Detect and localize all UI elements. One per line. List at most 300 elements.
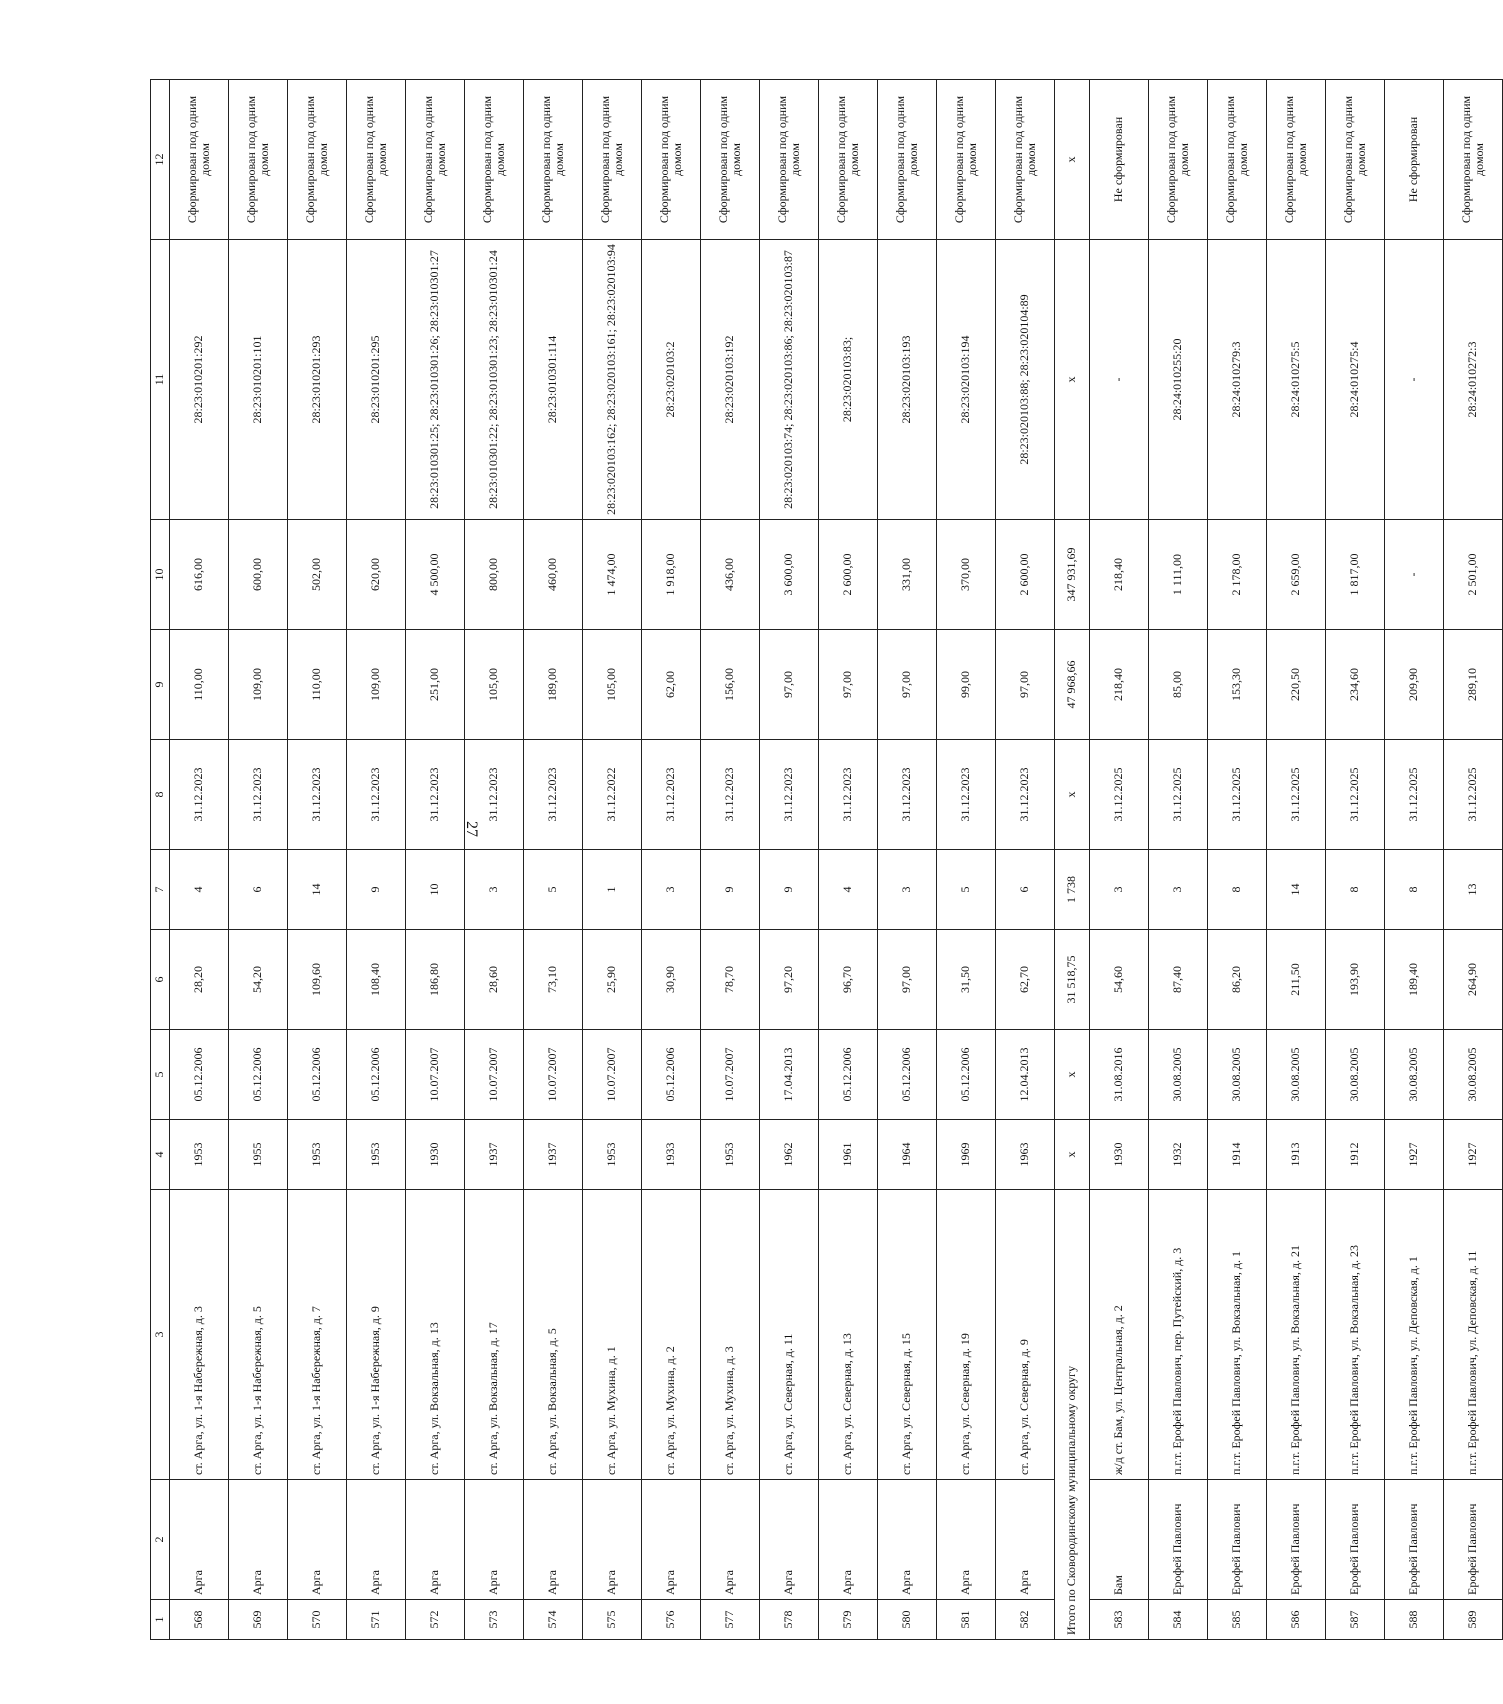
value-col9-cell: 189,00 (524, 630, 583, 740)
recognition-date-cell: 30.08.2005 (1385, 1030, 1444, 1120)
row-number-cell: 584 (1149, 1600, 1208, 1640)
land-status-cell: Сформирован под одним домом (1149, 80, 1208, 240)
recognition-date-cell: 05.12.2006 (937, 1030, 996, 1120)
recognition-date-cell: 10.07.2007 (701, 1030, 760, 1120)
year-built-cell: 1953 (288, 1120, 347, 1190)
value-col10-cell: 800,00 (465, 520, 524, 630)
table-row (524, 80, 583, 1640)
table-row (819, 80, 878, 1640)
residents-count-cell: 14 (288, 850, 347, 930)
address-cell: ст. Арга, ул. Северная, д. 11 (760, 1190, 819, 1480)
row-number-cell: 569 (229, 1600, 288, 1640)
area-cell: 87,40 (1149, 930, 1208, 1030)
address-cell: ж/д ст. Бам, ул. Центральная, д. 2 (1090, 1190, 1149, 1480)
address-cell: п.г.т. Ерофей Павлович, ул. Вокзальная, д. 1 (1208, 1190, 1267, 1480)
column-header-7: 7 (151, 850, 170, 930)
row-number-cell: 582 (996, 1600, 1055, 1640)
cadastral-number-cell: 28:23:010201:293 (288, 240, 347, 520)
value-col10-cell: 436,00 (701, 520, 760, 630)
recognition-date-cell: 05.12.2006 (170, 1030, 229, 1120)
area-cell: 109,60 (288, 930, 347, 1030)
planned-date-cell: 31.12.2023 (524, 740, 583, 850)
row-number-cell: 571 (347, 1600, 406, 1640)
row-number-cell: 575 (583, 1600, 642, 1640)
land-status-cell: Сформирован под одним домом (878, 80, 937, 240)
value-col10-cell: 1 111,00 (1149, 520, 1208, 630)
value-col10-cell: 331,00 (878, 520, 937, 630)
area-cell: 193,90 (1326, 930, 1385, 1030)
year-built-cell: 1953 (170, 1120, 229, 1190)
address-cell: ст. Арга, ул. Северная, д. 19 (937, 1190, 996, 1480)
row-number-cell: 578 (760, 1600, 819, 1640)
value-col9-cell: 97,00 (760, 630, 819, 740)
recognition-date-cell: 30.08.2005 (1326, 1030, 1385, 1120)
value-col10-cell: 600,00 (229, 520, 288, 630)
row-number-cell: 589 (1444, 1600, 1503, 1640)
locality-cell: Ерофей Павлович (1385, 1480, 1444, 1600)
land-status-cell: Сформирован под одним домом (1208, 80, 1267, 240)
locality-cell: Ерофей Павлович (1267, 1480, 1326, 1600)
row-number-cell: 573 (465, 1600, 524, 1640)
value-col9-cell: 109,00 (229, 630, 288, 740)
column-header-5: 5 (151, 1030, 170, 1120)
area-cell: 78,70 (701, 930, 760, 1030)
value-col10-cell: 4 500,00 (406, 520, 465, 630)
land-status-cell: Сформирован под одним домом (229, 80, 288, 240)
recognition-date-cell: 10.07.2007 (524, 1030, 583, 1120)
table-row (996, 80, 1055, 1640)
value-col10-cell: - (1385, 520, 1444, 630)
value-col10-cell: 2 178,00 (1208, 520, 1267, 630)
year-built-cell: 1930 (406, 1120, 465, 1190)
table-row (1267, 80, 1326, 1640)
row-number-cell: 574 (524, 1600, 583, 1640)
planned-date-cell: 31.12.2023 (288, 740, 347, 850)
land-status-cell: Сформирован под одним домом (465, 80, 524, 240)
year-built-cell: 1963 (996, 1120, 1055, 1190)
locality-cell: Арга (701, 1480, 760, 1600)
planned-date-cell: 31.12.2023 (465, 740, 524, 850)
column-header-11: 11 (151, 240, 170, 520)
address-cell: ст. Арга, ул. 1-я Набережная, д. 5 (229, 1190, 288, 1480)
cadastral-number-cell: 28:23:020103:192 (701, 240, 760, 520)
planned-date-cell: 31.12.2023 (760, 740, 819, 850)
year-built-cell: 1933 (642, 1120, 701, 1190)
address-cell: ст. Арга, ул. 1-я Набережная, д. 7 (288, 1190, 347, 1480)
total-c9-cell: 47 968,66 (1055, 630, 1090, 740)
total-area-cell: 31 518,75 (1055, 930, 1090, 1030)
table-row (170, 80, 229, 1640)
address-cell: ст. Арга, ул. 1-я Набережная, д. 3 (170, 1190, 229, 1480)
residents-count-cell: 3 (1090, 850, 1149, 930)
area-cell: 186,80 (406, 930, 465, 1030)
value-col9-cell: 99,00 (937, 630, 996, 740)
value-col10-cell: 2 501,00 (1444, 520, 1503, 630)
year-built-cell: 1914 (1208, 1120, 1267, 1190)
planned-date-cell: 31.12.2025 (1326, 740, 1385, 850)
value-col9-cell: 105,00 (583, 630, 642, 740)
planned-date-cell: 31.12.2023 (937, 740, 996, 850)
area-cell: 189,40 (1385, 930, 1444, 1030)
recognition-date-cell: 30.08.2005 (1208, 1030, 1267, 1120)
residents-count-cell: 10 (406, 850, 465, 930)
land-status-cell: Сформирован под одним домом (760, 80, 819, 240)
table-row (1208, 80, 1267, 1640)
locality-cell: Арга (878, 1480, 937, 1600)
area-cell: 96,70 (819, 930, 878, 1030)
residents-count-cell: 9 (701, 850, 760, 930)
cadastral-number-cell: 28:23:010201:101 (229, 240, 288, 520)
cadastral-number-cell: 28:23:020103:88; 28:23:020104:89 (996, 240, 1055, 520)
address-cell: п.г.т. Ерофей Павлович, пер. Путейский, д. 3 (1149, 1190, 1208, 1480)
residents-count-cell: 14 (1267, 850, 1326, 930)
year-built-cell: 1953 (583, 1120, 642, 1190)
year-built-cell: 1927 (1444, 1120, 1503, 1190)
locality-cell: Арга (229, 1480, 288, 1600)
locality-cell: Арга (465, 1480, 524, 1600)
address-cell: ст. Арга, ул. Северная, д. 9 (996, 1190, 1055, 1480)
year-built-cell: 1912 (1326, 1120, 1385, 1190)
residents-count-cell: 9 (347, 850, 406, 930)
locality-cell: Бам (1090, 1480, 1149, 1600)
address-cell: ст. Арга, ул. Вокзальная, д. 5 (524, 1190, 583, 1480)
value-col9-cell: 220,50 (1267, 630, 1326, 740)
row-number-cell: 588 (1385, 1600, 1444, 1640)
value-col9-cell: 85,00 (1149, 630, 1208, 740)
locality-cell: Арга (170, 1480, 229, 1600)
residents-count-cell: 8 (1208, 850, 1267, 930)
locality-cell: Арга (937, 1480, 996, 1600)
locality-cell: Ерофей Павлович (1326, 1480, 1385, 1600)
locality-cell: Ерофей Павлович (1208, 1480, 1267, 1600)
year-built-cell: 1964 (878, 1120, 937, 1190)
area-cell: 28,60 (465, 930, 524, 1030)
recognition-date-cell: 05.12.2006 (642, 1030, 701, 1120)
residents-count-cell: 1 (583, 850, 642, 930)
land-status-cell: Сформирован под одним домом (1267, 80, 1326, 240)
row-number-cell: 581 (937, 1600, 996, 1640)
land-status-cell: Сформирован под одним домом (288, 80, 347, 240)
cadastral-number-cell: 28:23:020103:74; 28:23:020103:86; 28:23:020103:87 (760, 240, 819, 520)
year-built-cell: 1969 (937, 1120, 996, 1190)
year-built-cell: 1961 (819, 1120, 878, 1190)
area-cell: 211,50 (1267, 930, 1326, 1030)
cadastral-number-cell: 28:23:010301:22; 28:23:010301:23; 28:23:010301:24 (465, 240, 524, 520)
land-status-cell: Сформирован под одним домом (583, 80, 642, 240)
value-col10-cell: 1 918,00 (642, 520, 701, 630)
column-header-2: 2 (151, 1480, 170, 1600)
table-row (760, 80, 819, 1640)
area-cell: 97,00 (878, 930, 937, 1030)
recognition-date-cell: 05.12.2006 (229, 1030, 288, 1120)
land-status-cell: Сформирован под одним домом (937, 80, 996, 240)
locality-cell: Арга (760, 1480, 819, 1600)
row-number-cell: 577 (701, 1600, 760, 1640)
recognition-date-cell: 12.04.2013 (996, 1030, 1055, 1120)
table-row (229, 80, 288, 1640)
year-built-cell: 1962 (760, 1120, 819, 1190)
address-cell: п.г.т. Ерофей Павлович, ул. Деповская, д. 1 (1385, 1190, 1444, 1480)
value-col9-cell: 97,00 (996, 630, 1055, 740)
planned-date-cell: 31.12.2023 (878, 740, 937, 850)
row-number-cell: 568 (170, 1600, 229, 1640)
cadastral-number-cell: 28:23:020103:2 (642, 240, 701, 520)
planned-date-cell: 31.12.2023 (347, 740, 406, 850)
table-row (642, 80, 701, 1640)
area-cell: 62,70 (996, 930, 1055, 1030)
year-built-cell: 1953 (347, 1120, 406, 1190)
total-plan_date-cell: x (1055, 740, 1090, 850)
residents-count-cell: 3 (1149, 850, 1208, 930)
row-number-cell: 572 (406, 1600, 465, 1640)
cadastral-number-cell: 28:23:020103:162; 28:23:020103:161; 28:23:020103:94 (583, 240, 642, 520)
recognition-date-cell: 30.08.2005 (1444, 1030, 1503, 1120)
value-col9-cell: 105,00 (465, 630, 524, 740)
cadastral-number-cell: 28:23:020103:194 (937, 240, 996, 520)
address-cell: ст. Арга, ул. Мухина, д. 1 (583, 1190, 642, 1480)
recognition-date-cell: 30.08.2005 (1267, 1030, 1326, 1120)
address-cell: ст. Арга, ул. Северная, д. 15 (878, 1190, 937, 1480)
cadastral-number-cell: 28:24:010279:3 (1208, 240, 1267, 520)
year-built-cell: 1913 (1267, 1120, 1326, 1190)
column-header-1: 1 (151, 1600, 170, 1640)
value-col10-cell: 502,00 (288, 520, 347, 630)
residents-count-cell: 13 (1444, 850, 1503, 930)
land-status-cell: Не сформирован (1090, 80, 1149, 240)
area-cell: 54,20 (229, 930, 288, 1030)
table-row (878, 80, 937, 1640)
locality-cell: Арга (583, 1480, 642, 1600)
year-built-cell: 1930 (1090, 1120, 1149, 1190)
locality-cell: Арга (524, 1480, 583, 1600)
table-row (1444, 80, 1503, 1640)
residents-count-cell: 4 (170, 850, 229, 930)
table-row (583, 80, 642, 1640)
value-col9-cell: 156,00 (701, 630, 760, 740)
address-cell: п.г.т. Ерофей Павлович, ул. Вокзальная, д. 21 (1267, 1190, 1326, 1480)
value-col10-cell: 620,00 (347, 520, 406, 630)
cadastral-number-cell: 28:24:010272:3 (1444, 240, 1503, 520)
area-cell: 264,90 (1444, 930, 1503, 1030)
value-col9-cell: 234,60 (1326, 630, 1385, 740)
land-status-cell: Сформирован под одним домом (347, 80, 406, 240)
table-row (288, 80, 347, 1640)
land-status-cell: Сформирован под одним домом (524, 80, 583, 240)
land-status-cell: Сформирован под одним домом (996, 80, 1055, 240)
cadastral-number-cell: 28:23:020103:193 (878, 240, 937, 520)
land-status-cell: Не сформирован (1385, 80, 1444, 240)
planned-date-cell: 31.12.2023 (819, 740, 878, 850)
value-col10-cell: 616,00 (170, 520, 229, 630)
area-cell: 73,10 (524, 930, 583, 1030)
recognition-date-cell: 17.04.2013 (760, 1030, 819, 1120)
residents-count-cell: 8 (1326, 850, 1385, 930)
total-year-cell: x (1055, 1120, 1090, 1190)
cadastral-number-cell: 28:23:010301:25; 28:23:010301:26; 28:23:010301:27 (406, 240, 465, 520)
recognition-date-cell: 05.12.2006 (878, 1030, 937, 1120)
value-col10-cell: 460,00 (524, 520, 583, 630)
total-label: Итого по Сковородинскому муниципальному округу (1055, 1190, 1090, 1640)
total-date-cell: x (1055, 1030, 1090, 1120)
table-row (1385, 80, 1444, 1640)
address-cell: ст. Арга, ул. 1-я Набережная, д. 9 (347, 1190, 406, 1480)
row-number-cell: 579 (819, 1600, 878, 1640)
row-number-cell: 587 (1326, 1600, 1385, 1640)
row-number-cell: 583 (1090, 1600, 1149, 1640)
cadastral-number-cell: 28:23:010201:295 (347, 240, 406, 520)
value-col10-cell: 1 474,00 (583, 520, 642, 630)
cadastral-number-cell: 28:24:010275:5 (1267, 240, 1326, 520)
residents-count-cell: 6 (996, 850, 1055, 930)
residents-count-cell: 3 (642, 850, 701, 930)
value-col10-cell: 1 817,00 (1326, 520, 1385, 630)
address-cell: ст. Арга, ул. Мухина, д. 2 (642, 1190, 701, 1480)
residents-count-cell: 5 (937, 850, 996, 930)
residents-count-cell: 6 (229, 850, 288, 930)
land-status-cell: Сформирован под одним домом (642, 80, 701, 240)
row-number-cell: 580 (878, 1600, 937, 1640)
table-row (406, 80, 465, 1640)
table-row (701, 80, 760, 1640)
column-header-8: 8 (151, 740, 170, 850)
value-col10-cell: 218,40 (1090, 520, 1149, 630)
planned-date-cell: 31.12.2023 (701, 740, 760, 850)
address-cell: ст. Арга, ул. Вокзальная, д. 13 (406, 1190, 465, 1480)
total-c10-cell: 347 931,69 (1055, 520, 1090, 630)
value-col9-cell: 97,00 (819, 630, 878, 740)
address-cell: ст. Арга, ул. Северная, д. 13 (819, 1190, 878, 1480)
planned-date-cell: 31.12.2023 (642, 740, 701, 850)
land-status-cell: Сформирован под одним домом (170, 80, 229, 240)
address-cell: п.г.т. Ерофей Павлович, ул. Деповская, д. 11 (1444, 1190, 1503, 1480)
residents-count-cell: 8 (1385, 850, 1444, 930)
year-built-cell: 1937 (524, 1120, 583, 1190)
locality-cell: Арга (406, 1480, 465, 1600)
planned-date-cell: 31.12.2022 (583, 740, 642, 850)
column-header-9: 9 (151, 630, 170, 740)
year-built-cell: 1955 (229, 1120, 288, 1190)
recognition-date-cell: 30.08.2005 (1149, 1030, 1208, 1120)
residents-count-cell: 9 (760, 850, 819, 930)
table-row (1326, 80, 1385, 1640)
planned-date-cell: 31.12.2025 (1385, 740, 1444, 850)
planned-date-cell: 31.12.2023 (406, 740, 465, 850)
planned-date-cell: 31.12.2025 (1208, 740, 1267, 850)
locality-cell: Ерофей Павлович (1444, 1480, 1503, 1600)
housing-register-table (150, 79, 1503, 1640)
value-col9-cell: 209,90 (1385, 630, 1444, 740)
page-number: 27 (463, 821, 480, 837)
value-col9-cell: 62,00 (642, 630, 701, 740)
locality-cell: Арга (642, 1480, 701, 1600)
cadastral-number-cell: - (1385, 240, 1444, 520)
value-col9-cell: 110,00 (170, 630, 229, 740)
cadastral-number-cell: 28:23:010301:114 (524, 240, 583, 520)
column-header-10: 10 (151, 520, 170, 630)
year-built-cell: 1932 (1149, 1120, 1208, 1190)
year-built-cell: 1953 (701, 1120, 760, 1190)
table-row (1149, 80, 1208, 1640)
column-header-3: 3 (151, 1190, 170, 1480)
residents-count-cell: 5 (524, 850, 583, 930)
value-col9-cell: 109,00 (347, 630, 406, 740)
cadastral-number-cell: 28:23:010201:292 (170, 240, 229, 520)
address-cell: ст. Арга, ул. Мухина, д. 3 (701, 1190, 760, 1480)
recognition-date-cell: 10.07.2007 (465, 1030, 524, 1120)
area-cell: 28,20 (170, 930, 229, 1030)
planned-date-cell: 31.12.2025 (1267, 740, 1326, 850)
cadastral-number-cell: 28:23:020103:83; (819, 240, 878, 520)
row-number-cell: 586 (1267, 1600, 1326, 1640)
area-cell: 31,50 (937, 930, 996, 1030)
land-status-cell: Сформирован под одним домом (1326, 80, 1385, 240)
value-col9-cell: 153,30 (1208, 630, 1267, 740)
land-status-cell: Сформирован под одним домом (406, 80, 465, 240)
address-cell: ст. Арга, ул. Вокзальная, д. 17 (465, 1190, 524, 1480)
value-col10-cell: 370,00 (937, 520, 996, 630)
planned-date-cell: 31.12.2025 (1090, 740, 1149, 850)
planned-date-cell: 31.12.2025 (1149, 740, 1208, 850)
table-row (937, 80, 996, 1640)
total-row (1055, 80, 1090, 1640)
locality-cell: Арга (996, 1480, 1055, 1600)
planned-date-cell: 31.12.2023 (170, 740, 229, 850)
table-row (347, 80, 406, 1640)
column-header-4: 4 (151, 1120, 170, 1190)
value-col10-cell: 3 600,00 (760, 520, 819, 630)
year-built-cell: 1937 (465, 1120, 524, 1190)
recognition-date-cell: 10.07.2007 (406, 1030, 465, 1120)
recognition-date-cell: 05.12.2006 (819, 1030, 878, 1120)
address-cell: п.г.т. Ерофей Павлович, ул. Вокзальная, д. 23 (1326, 1190, 1385, 1480)
planned-date-cell: 31.12.2023 (229, 740, 288, 850)
rotated-page-content (150, 80, 1486, 1640)
land-status-cell: Сформирован под одним домом (1444, 80, 1503, 240)
residents-count-cell: 3 (878, 850, 937, 930)
cadastral-number-cell: - (1090, 240, 1149, 520)
value-col9-cell: 289,10 (1444, 630, 1503, 740)
locality-cell: Арга (347, 1480, 406, 1600)
year-built-cell: 1927 (1385, 1120, 1444, 1190)
row-number-cell: 570 (288, 1600, 347, 1640)
table-row (465, 80, 524, 1640)
column-number-header (151, 80, 170, 1640)
value-col9-cell: 251,00 (406, 630, 465, 740)
locality-cell: Ерофей Павлович (1149, 1480, 1208, 1600)
cadastral-number-cell: 28:24:010275:4 (1326, 240, 1385, 520)
residents-count-cell: 3 (465, 850, 524, 930)
recognition-date-cell: 10.07.2007 (583, 1030, 642, 1120)
area-cell: 25,90 (583, 930, 642, 1030)
table-row (1090, 80, 1149, 1640)
land-status-cell: Сформирован под одним домом (701, 80, 760, 240)
land-status-cell: Сформирован под одним домом (819, 80, 878, 240)
locality-cell: Арга (819, 1480, 878, 1600)
locality-cell: Арга (288, 1480, 347, 1600)
total-cadastral-cell: x (1055, 240, 1090, 520)
planned-date-cell: 31.12.2023 (996, 740, 1055, 850)
table-body (151, 80, 1503, 1640)
area-cell: 97,20 (760, 930, 819, 1030)
area-cell: 54,60 (1090, 930, 1149, 1030)
row-number-cell: 576 (642, 1600, 701, 1640)
value-col10-cell: 2 600,00 (996, 520, 1055, 630)
residents-count-cell: 4 (819, 850, 878, 930)
planned-date-cell: 31.12.2025 (1444, 740, 1503, 850)
area-cell: 108,40 (347, 930, 406, 1030)
column-header-6: 6 (151, 930, 170, 1030)
recognition-date-cell: 31.08.2016 (1090, 1030, 1149, 1120)
